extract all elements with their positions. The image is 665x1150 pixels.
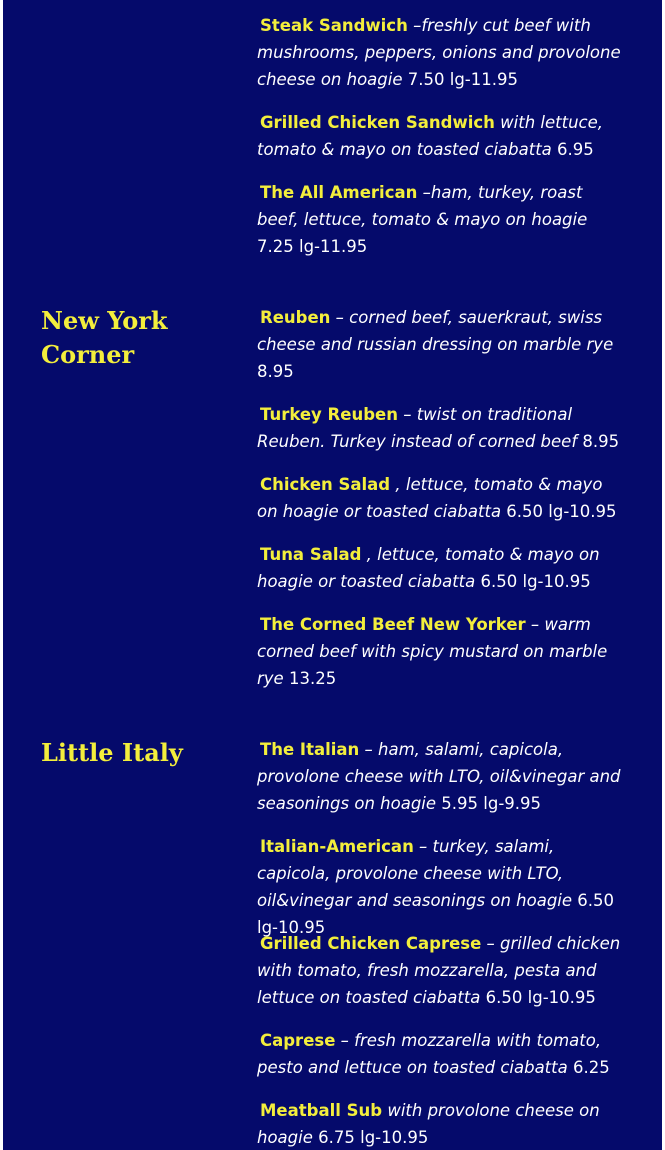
menu-item-chicken-salad: [257, 471, 625, 525]
menu-item-the-all-american: [257, 179, 625, 260]
item-name: The Corned Beef New Yorker: [260, 615, 526, 634]
item-price: 8.95: [257, 362, 294, 381]
item-description: – corned beef, sauerkraut, swiss cheese and russian dressing on marble rye: [257, 308, 614, 354]
item-price: 13.25: [288, 669, 337, 688]
item-description: with provolone cheese on hoagie: [257, 1101, 600, 1147]
item-price: 8.95: [582, 432, 620, 451]
item-name: Turkey Reuben: [260, 405, 398, 424]
item-name: Grilled Chicken Caprese: [260, 934, 482, 953]
item-name: The All American: [260, 183, 418, 202]
item-description: , lettuce, tomato & mayo on hoagie or toasted ciabatta: [257, 475, 603, 521]
item-description: with lettuce, tomato & mayo on toasted ciabatta: [257, 113, 604, 159]
item-name: Reuben: [260, 308, 331, 327]
menu-item-turkey-reuben: [257, 401, 625, 455]
section-title-new-york-corner: New York Corner: [41, 306, 168, 369]
menu-item-caprese: [257, 1027, 625, 1081]
item-price: 6.75 lg-10.95: [318, 1128, 429, 1147]
item-name: Tuna Salad: [260, 545, 362, 564]
menu-item-reuben: [257, 304, 625, 385]
item-description: –freshly cut beef with mushrooms, peppers, onions and provolone cheese on hoagie: [257, 16, 621, 89]
item-name: Meatball Sub: [260, 1101, 383, 1120]
item-price: 6.25: [572, 1058, 610, 1077]
item-name: Italian-American: [260, 837, 414, 856]
item-description: – grilled chicken with tomato, fresh mozzarella, pesta and lettuce on toasted ciabatta: [257, 934, 621, 1007]
item-description: – ham, salami, capicola, provolone cheese with LTO, oil&vinegar and seasonings on hoagie: [257, 740, 621, 813]
menu-item-italian-american: [257, 833, 625, 941]
section-title-little-italy: Little Italy: [41, 738, 183, 767]
item-description: – turkey, salami, capicola, provolone cheese with LTO, oil&vinegar and seasonings on hoagie: [257, 837, 578, 910]
item-description: – fresh mozzarella with tomato, pesto and lettuce on toasted ciabatta: [257, 1031, 602, 1077]
item-name: Caprese: [260, 1031, 336, 1050]
item-price: 6.50 lg-10.95: [485, 988, 596, 1007]
menu-item-corned-beef-new-yorker: [257, 611, 625, 692]
menu-item-grilled-chicken-caprese: [257, 930, 625, 1011]
item-name: Steak Sandwich: [260, 16, 408, 35]
item-price: 5.95 lg-9.95: [441, 794, 542, 813]
item-description: , lettuce, tomato & mayo on hoagie or toasted ciabatta: [257, 545, 600, 591]
menu-item-tuna-salad: [257, 541, 625, 595]
item-price: 7.50 lg-11.95: [407, 70, 518, 89]
item-description: – twist on traditional Reuben. Turkey instead of corned beef: [257, 405, 583, 451]
menu-item-meatball-sub: [257, 1097, 625, 1150]
item-price: 6.50 lg-10.95: [480, 572, 591, 591]
item-description: – warm corned beef with spicy mustard on marble rye: [257, 615, 608, 688]
item-name: The Italian: [260, 740, 360, 759]
item-price: 6.50 lg-10.95: [257, 891, 615, 937]
item-price: 6.95: [557, 140, 594, 159]
item-price: 7.25 lg-11.95: [257, 237, 368, 256]
item-description: –ham, turkey, roast beef, lettuce, tomato & mayo on hoagie: [257, 183, 588, 229]
menu-page: [3, 0, 662, 1150]
item-name: Chicken Salad: [260, 475, 391, 494]
item-name: Grilled Chicken Sandwich: [260, 113, 495, 132]
item-price: 6.50 lg-10.95: [506, 502, 617, 521]
menu-item-grilled-chicken-sandwich: [257, 109, 625, 163]
menu-item-the-italian: [257, 736, 625, 817]
menu-item-steak-sandwich: [257, 12, 625, 93]
